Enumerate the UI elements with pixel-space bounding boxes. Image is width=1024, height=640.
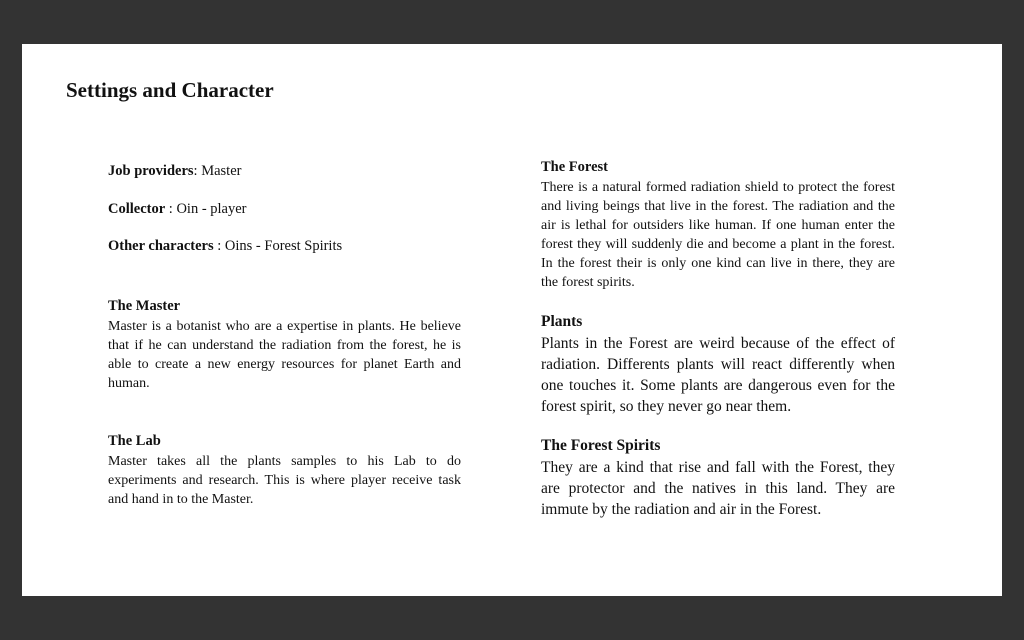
section-body: Master takes all the plants samples to his Lab to do experiments and research. This is where player receive task and hand in to the Master. (108, 454, 461, 507)
section-the-lab (108, 432, 461, 509)
section-the-forest (541, 158, 895, 292)
role-collector (108, 200, 247, 218)
section-body: There is a natural formed radiation shield to protect the forest and living beings that live in the forest. The radiation and the air is lethal for outsiders like human. If one human enter the forest they will suddenly die and become a plant in the forest. In the forest their is only one kind can live in there, they are the forest spirits. (541, 180, 895, 290)
role-other-characters (108, 237, 342, 255)
section-heading: The Forest Spirits (541, 437, 661, 454)
section-plants (541, 312, 895, 417)
section-body: They are a kind that rise and fall with the Forest, they are protector and the natives in this land. They are immute by the radiation and air in the Forest. (541, 459, 895, 518)
section-heading: The Lab (108, 433, 161, 449)
role-label: Collector (108, 201, 166, 217)
section-the-master (108, 297, 461, 393)
role-job-providers (108, 162, 241, 180)
section-the-forest-spirits (541, 436, 895, 520)
document-page (22, 44, 1002, 596)
role-separator: : (193, 163, 202, 179)
section-heading: Plants (541, 313, 583, 330)
section-body: Master is a botanist who are a expertise in plants. He believe that if he can understand the radiation from the forest, he is able to create a new energy resources for planet Earth and human. (108, 319, 461, 391)
role-separator: : (213, 238, 225, 254)
role-value: Master (201, 163, 242, 179)
role-label: Other characters (108, 238, 214, 254)
role-value: Oins - Forest Spirits (224, 238, 343, 254)
section-heading: The Master (108, 298, 181, 314)
page-title: Settings and Character (66, 78, 274, 102)
role-value: Oin - player (176, 201, 247, 217)
role-separator: : (165, 201, 177, 217)
section-body: Plants in the Forest are weird because of the effect of radiation. Differents plants will react differently when one touches it. Some plants are dangerous even for the forest spirit, so they never go near them. (541, 335, 895, 415)
role-label: Job providers (108, 163, 194, 179)
section-heading: The Forest (541, 159, 608, 175)
